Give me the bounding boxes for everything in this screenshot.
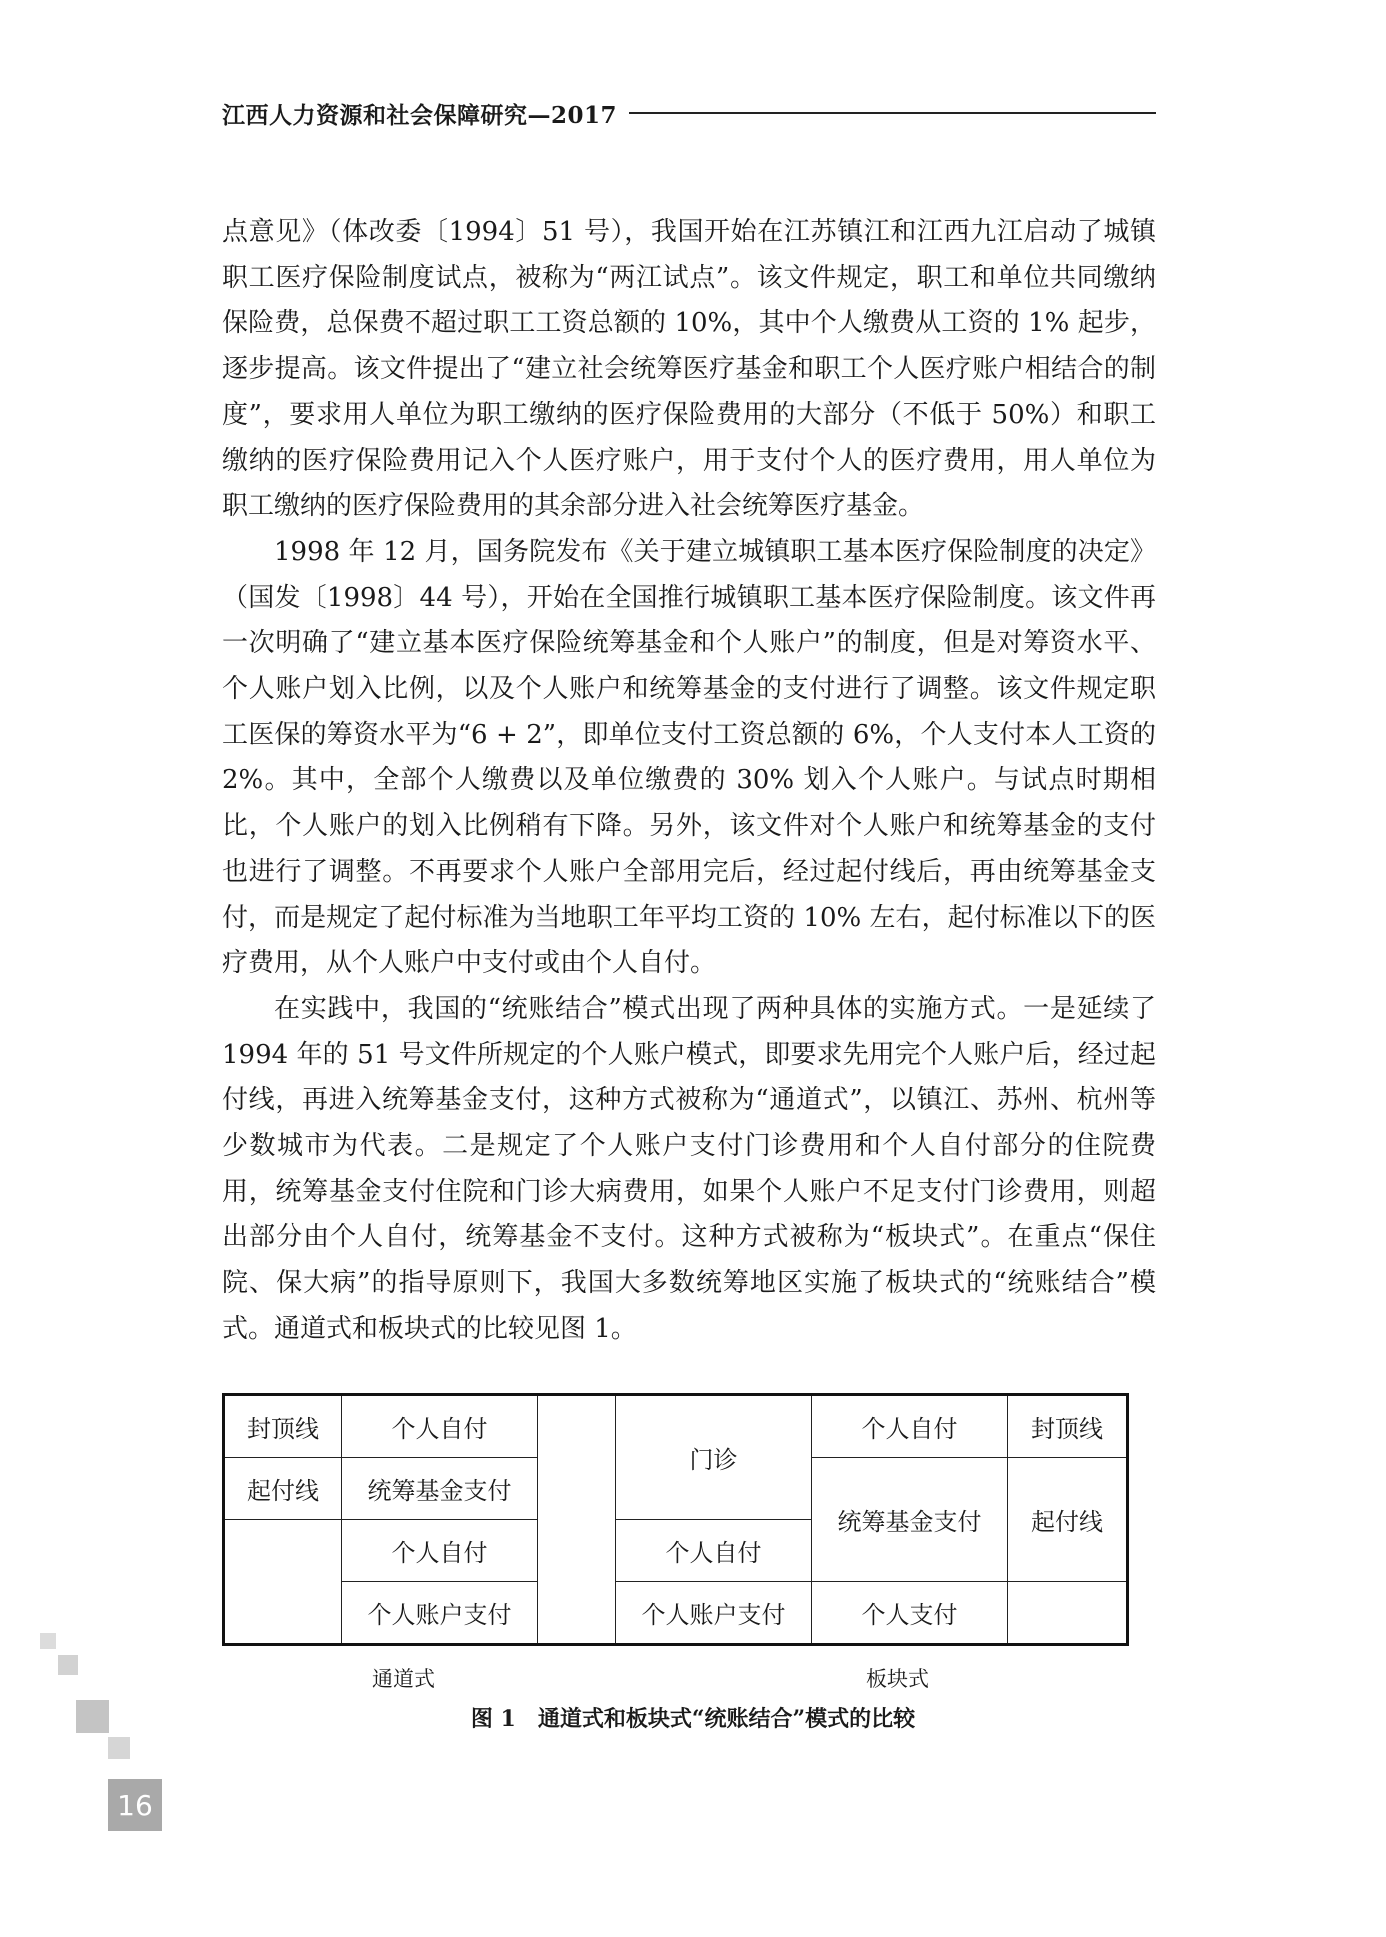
channel-personal-account: 个人账户支付: [342, 1582, 538, 1645]
page-number: 16: [108, 1779, 162, 1831]
journal-title: 江西人力资源和社会保障研究—2017: [222, 101, 618, 129]
block-personal-account: 个人账户支付: [616, 1582, 812, 1645]
channel-self-pay-mid: 个人自付: [342, 1520, 538, 1582]
paragraph-3: 在实践中，我国的“统账结合”模式出现了两种具体的实施方式。一是延续了 1994 年的 51 号文件所规定的个人账户模式，即要求先用完个人账户后，经过起付线，再进入统筹基金支付，这种方式被称为“通道式”，以镇江、苏州、杭州等少数城市为代表。二是规定了个人账户支付门诊费用和个人自付部分的住院费用，统筹基金支付住院和门诊大病费用，如果个人账户不足支付门诊费用，则超出部分由个人自付，统筹基金不支付。这种方式被称为“板块式”。在重点“保住院、保大病”的指导原则下，我国大多数统筹地区实施了板块式的“统账结合”模式。通道式和板块式的比较见图 1。: [222, 993, 1156, 1344]
figure-gap: [538, 1395, 616, 1645]
block-personal-pay: 个人支付: [812, 1582, 1008, 1645]
block-self-pay-left: 个人自付: [616, 1520, 812, 1582]
block-empty-cell: [1008, 1582, 1128, 1645]
block-sublabel: 板块式: [866, 1667, 929, 1691]
figure-caption: 图 1 通道式和板块式“统账结合”模式的比较: [470, 1706, 916, 1732]
channel-self-pay-top: 个人自付: [342, 1395, 538, 1458]
block-deductible-line-label: 起付线: [1008, 1458, 1128, 1582]
decorative-square: [40, 1633, 56, 1649]
paragraph-1: 点意见》（体改委〔1994〕51 号），我国开始在江苏镇江和江西九江启动了城镇职工医疗保险制度试点，被称为“两江试点”。该文件规定，职工和单位共同缴纳保险费，总保费不超过职工工资总额的 10%，其中个人缴费从工资的 1% 起步，逐步提高。该文件提出了“建立社会统筹医疗基金和职工个人医疗账户相结合的制度”，要求用人单位为职工缴纳的医疗保险费用的大部分（不低于 50%）和职工缴纳的医疗保险费用记入个人医疗账户，用于支付个人的医疗费用，用人单位为职工缴纳的医疗保险费用的其余部分进入社会统筹医疗基金。: [222, 217, 1156, 522]
block-outpatient: 门诊: [616, 1395, 812, 1520]
channel-deductible-line-label: 起付线: [224, 1458, 342, 1520]
block-self-pay-top: 个人自付: [812, 1395, 1008, 1458]
decorative-square: [108, 1737, 130, 1759]
channel-cap-line-label: 封顶线: [224, 1395, 342, 1458]
paragraph-2: 1998 年 12 月，国务院发布《关于建立城镇职工基本医疗保险制度的决定》（国发〔1998〕44 号），开始在全国推行城镇职工基本医疗保险制度。该文件再一次明确了“建立基本医疗保险统筹基金和个人账户”的制度，但是对筹资水平、个人账户划入比例，以及个人账户和统筹基金的支付进行了调整。该文件规定职工医保的筹资水平为“6 + 2”，即单位支付工资总额的 6%，个人支付本人工资的 2%。其中，全部个人缴费以及单位缴费的 30% 划入个人账户。与试点时期相比，个人账户的划入比例稍有下降。另外，该文件对个人账户和统筹基金的支付也进行了调整。不再要求个人账户全部用完后，经过起付线后，再由统筹基金支付，而是规定了起付标准为当地职工年平均工资的 10% 左右，起付标准以下的医疗费用，从个人账户中支付或由个人自付。: [222, 536, 1156, 979]
comparison-figure-table: [222, 1393, 1129, 1646]
decorative-square: [58, 1655, 78, 1675]
decorative-square: [76, 1700, 109, 1733]
block-cap-line-label: 封顶线: [1008, 1395, 1128, 1458]
channel-sublabel: 通道式: [372, 1667, 435, 1691]
block-pool-fund: 统筹基金支付: [812, 1458, 1008, 1582]
channel-pool-fund: 统筹基金支付: [342, 1458, 538, 1520]
header-rule: [629, 112, 1156, 114]
running-header: [222, 98, 1156, 128]
channel-empty-cell: [224, 1520, 342, 1645]
body-text: [222, 210, 1156, 1353]
